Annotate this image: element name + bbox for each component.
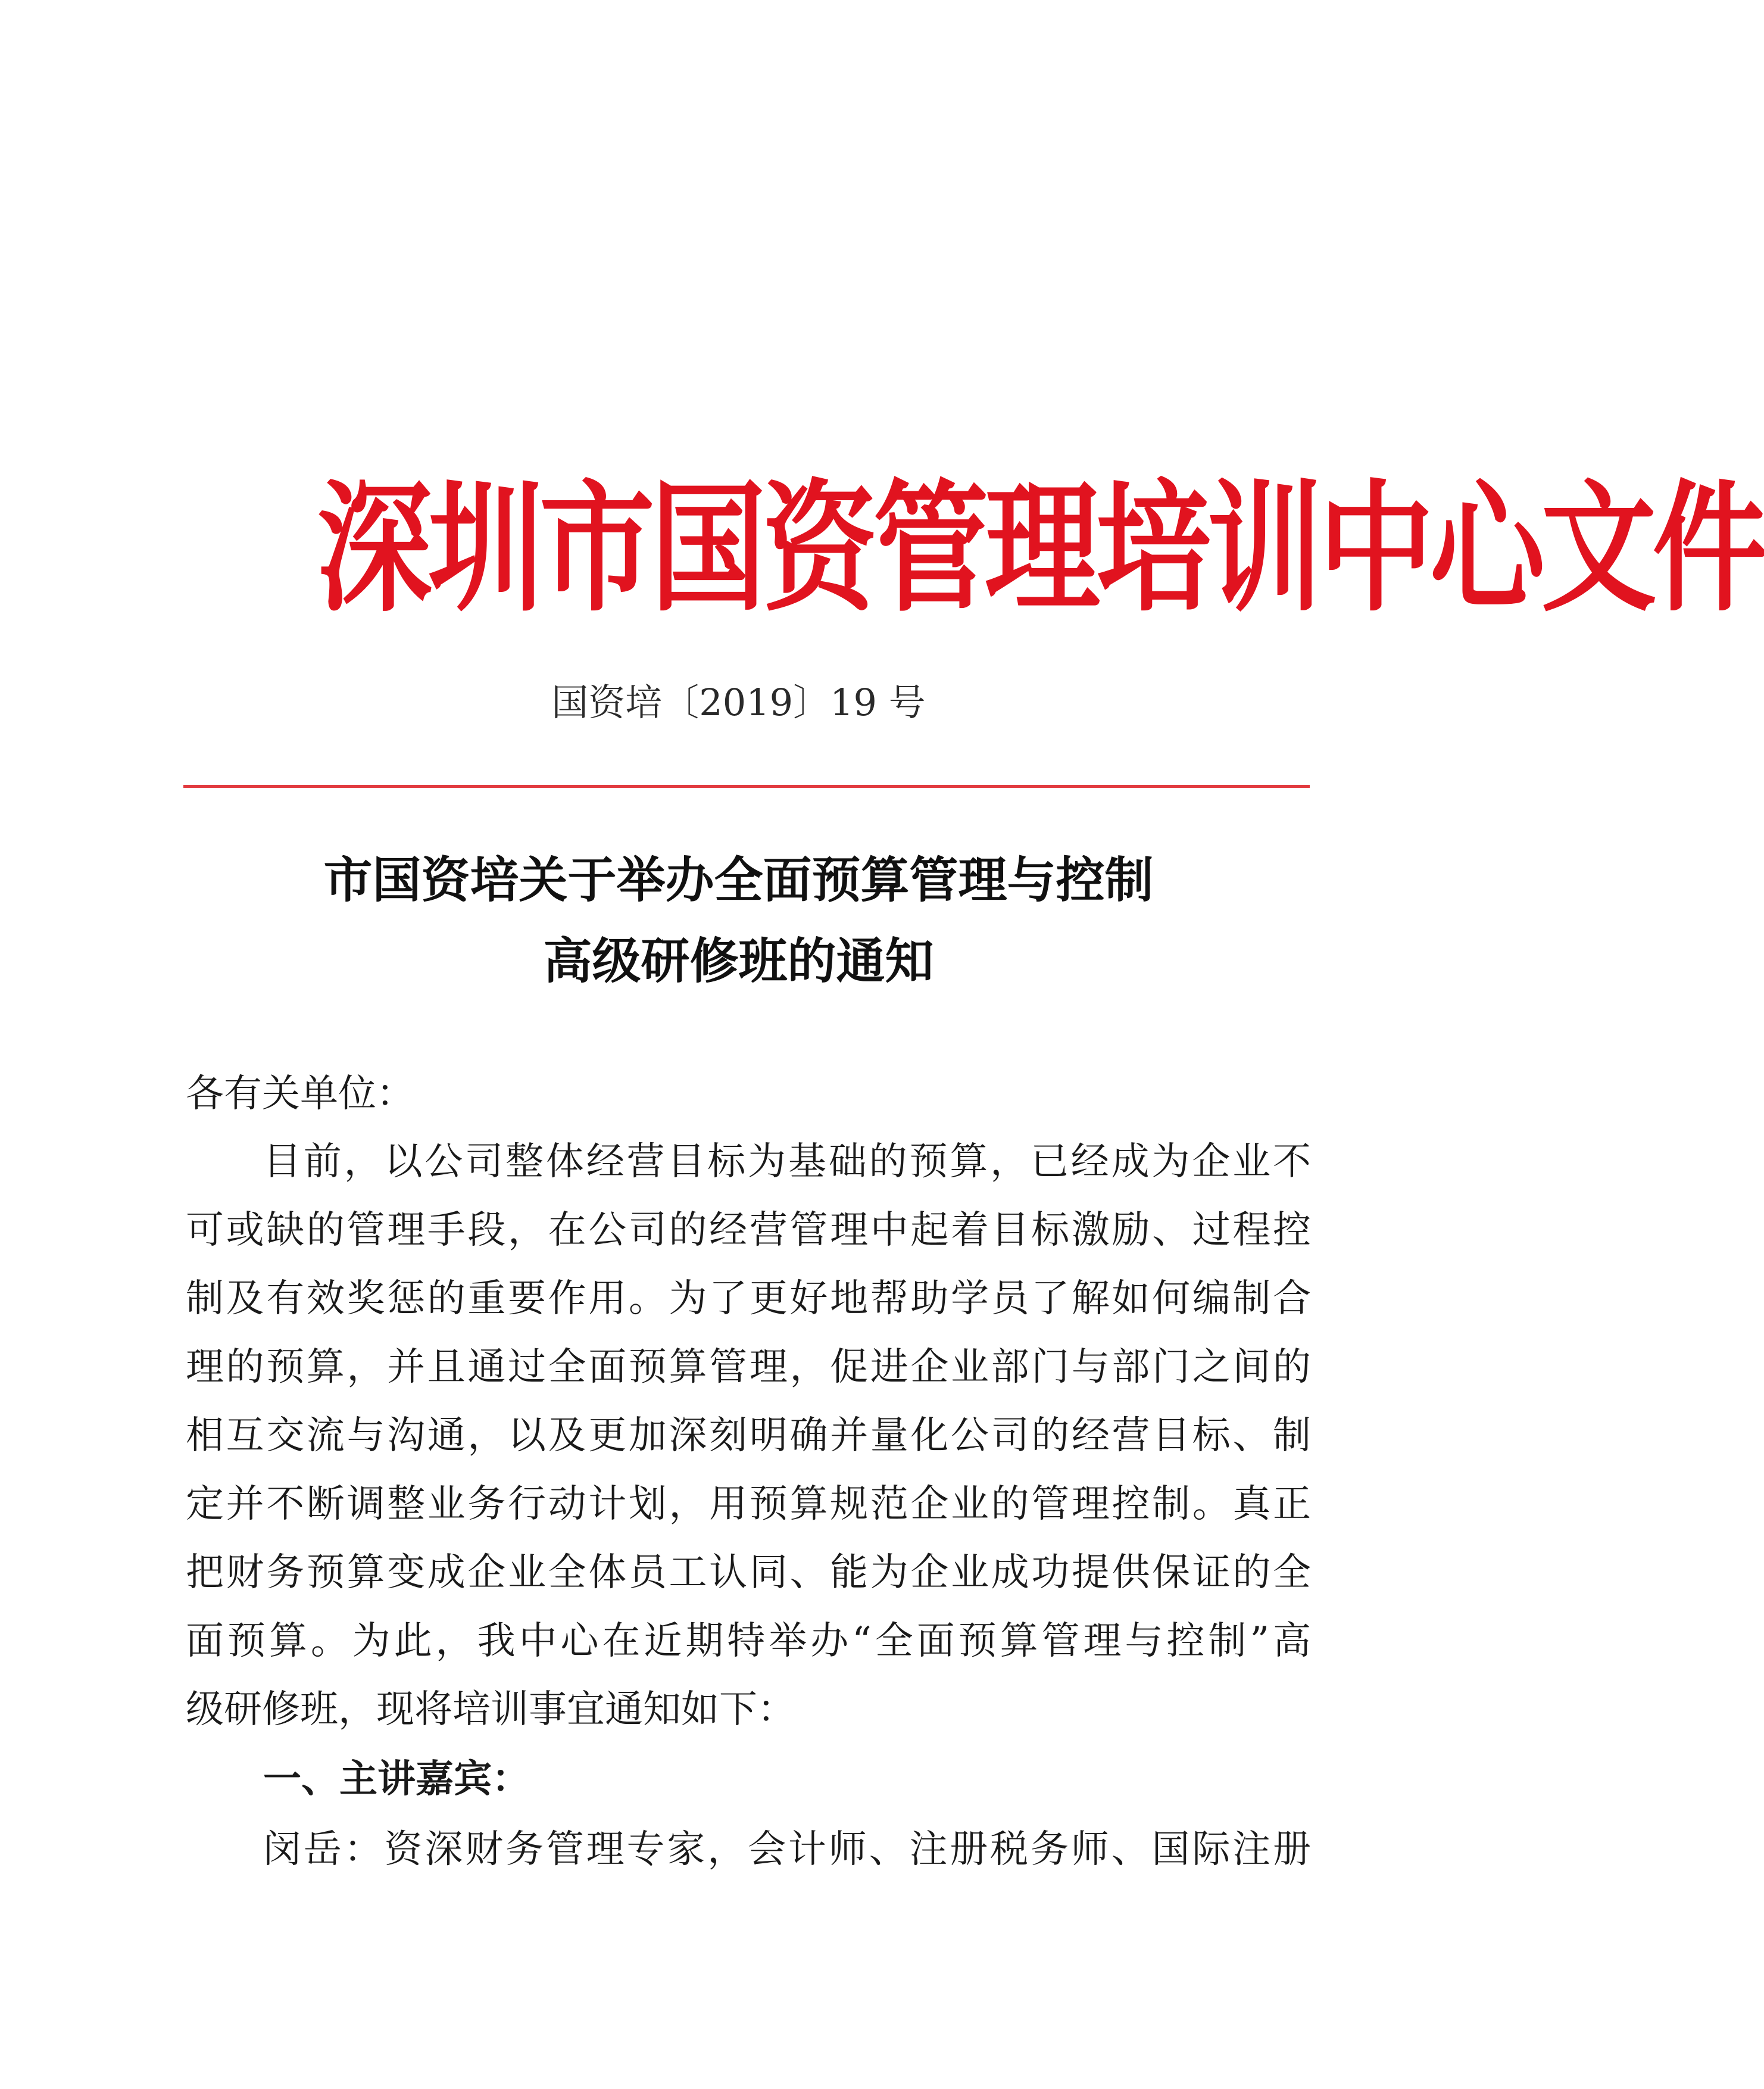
document-body (186, 1060, 1311, 1885)
paragraph-line: 级研修班，现将培训事宜通知如下： (186, 1688, 795, 1732)
paragraph-line: 目前，以公司整体经营目标为基础的预算，已经成为企业不 (263, 1140, 1311, 1184)
paragraph-line: 可或缺的管理手段，在公司的经营管理中起着目标激励、过程控 (186, 1208, 1311, 1252)
notice-title (0, 840, 1477, 1002)
paragraph-line: 相互交流与沟通，以及更加深刻明确并量化公司的经营目标、制 (186, 1414, 1311, 1458)
paragraph-line: 制及有效奖惩的重要作用。为了更好地帮助学员了解如何编制合 (186, 1277, 1311, 1321)
document-number: 国资培〔2019〕19 号 (551, 681, 926, 724)
organization-header-title: 深圳市国资管理培训中心文件 (317, 465, 1764, 631)
red-divider-line (183, 785, 1310, 788)
salutation: 各有关单位： (186, 1072, 414, 1116)
paragraph-line: 定并不断调整业务行动计划，用预算规范企业的管理控制。真正 (186, 1482, 1311, 1526)
paragraph-line: 面预算。为此，我中心在近期特举办“全面预算管理与控制”高 (186, 1619, 1311, 1663)
paragraph-line: 把财务预算变成企业全体员工认同、能为企业成功提供保证的全 (186, 1551, 1311, 1595)
section-heading-speakers: 一、主讲嘉宾： (263, 1757, 530, 1801)
notice-title-line-2: 高级研修班的通知 (543, 933, 934, 990)
notice-title-line-1: 市国资培关于举办全面预算管理与控制 (323, 852, 1154, 909)
paragraph-line: 理的预算，并且通过全面预算管理，促进企业部门与部门之间的 (186, 1345, 1311, 1389)
speaker-description: 闵岳：资深财务管理专家，会计师、注册税务师、国际注册 (263, 1828, 1311, 1872)
